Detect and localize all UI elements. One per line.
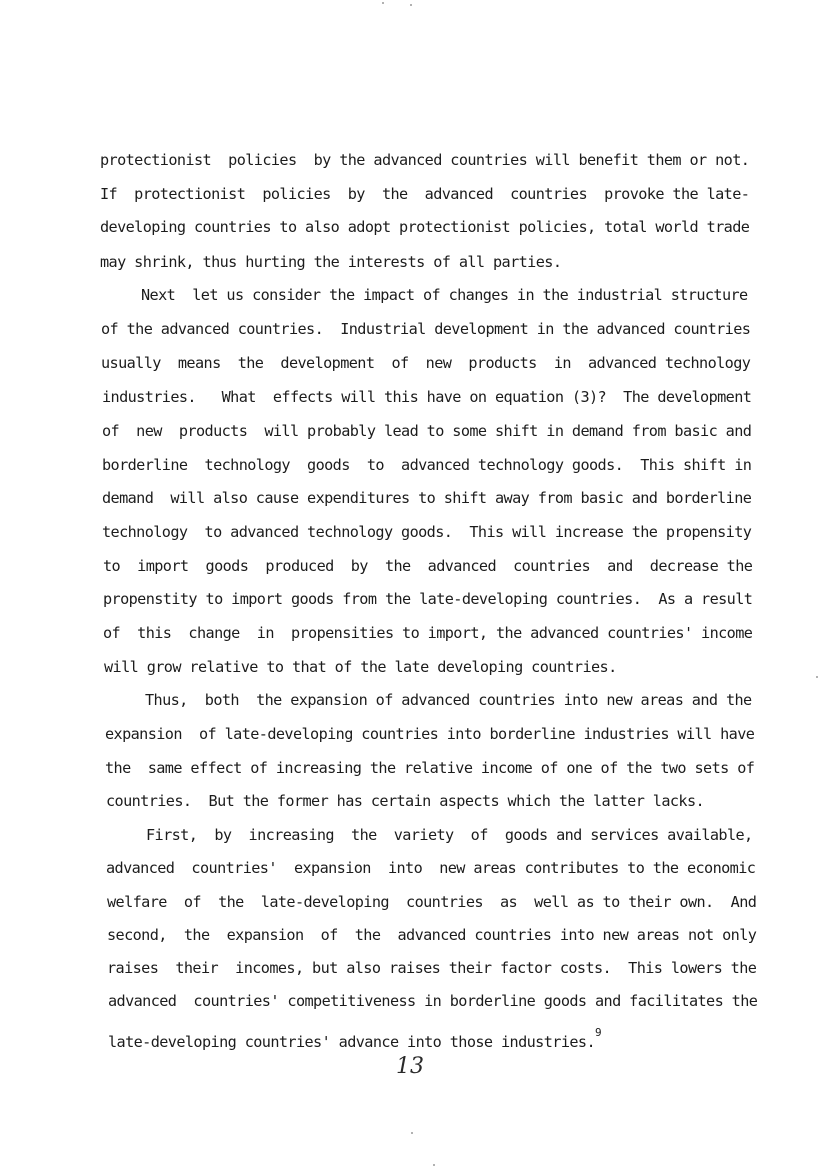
text-line: Thus, both the expansion of advanced countries into new areas and the xyxy=(145,691,752,709)
text-line: If protectionist policies by the advanced countries provoke the late- xyxy=(100,185,750,203)
text-line: developing countries to also adopt protectionist policies, total world trade xyxy=(100,218,750,236)
text-line: late-developing countries' advance into those industries. xyxy=(108,1033,595,1051)
text-line: Next let us consider the impact of changes in the industrial structure xyxy=(141,286,748,304)
text-line: industries. What effects will this have on equation (3)? The development xyxy=(102,388,752,406)
text-line: of new products will probably lead to some shift in demand from basic and xyxy=(102,422,752,440)
text-line: raises their incomes, but also raises their factor costs. This lowers the xyxy=(107,959,757,977)
text-line: First, by increasing the variety of goods and services available, xyxy=(146,826,753,844)
text-line-with-footnote xyxy=(108,1026,602,1054)
page-number: 13 xyxy=(396,1054,424,1079)
footnote-reference: 9 xyxy=(595,1026,602,1039)
text-line: demand will also cause expenditures to shift away from basic and borderline xyxy=(102,489,752,507)
text-line: propenstity to import goods from the late-developing countries. As a result xyxy=(103,590,753,608)
text-line: countries. But the former has certain aspects which the latter lacks. xyxy=(106,792,705,810)
text-line: the same effect of increasing the relative income of one of the two sets of xyxy=(105,759,755,777)
text-line: may shrink, thus hurting the interests of all parties. xyxy=(100,253,562,271)
scan-speck xyxy=(411,1132,413,1134)
scan-speck xyxy=(410,4,412,6)
text-line: second, the expansion of the advanced countries into new areas not only xyxy=(107,926,757,944)
text-line: usually means the development of new products in advanced technology xyxy=(101,354,751,372)
scan-speck xyxy=(382,2,384,4)
text-line: borderline technology goods to advanced technology goods. This shift in xyxy=(102,456,752,474)
text-line: to import goods produced by the advanced countries and decrease the xyxy=(103,557,753,575)
text-line: protectionist policies by the advanced countries will benefit them or not. xyxy=(100,151,750,169)
text-line: of this change in propensities to import, the advanced countries' income xyxy=(103,624,753,642)
text-line: of the advanced countries. Industrial development in the advanced countries xyxy=(101,320,751,338)
text-line: will grow relative to that of the late developing countries. xyxy=(104,658,617,676)
text-line: advanced countries' expansion into new areas contributes to the economic xyxy=(106,859,756,877)
text-line: expansion of late-developing countries into borderline industries will have xyxy=(105,725,755,743)
text-line: welfare of the late-developing countries as well as to their own. And xyxy=(107,893,757,911)
scan-speck xyxy=(816,676,818,678)
scan-speck xyxy=(433,1164,435,1166)
text-line: advanced countries' competitiveness in borderline goods and facilitates the xyxy=(108,992,758,1010)
text-line: technology to advanced technology goods. This will increase the propensity xyxy=(102,523,752,541)
